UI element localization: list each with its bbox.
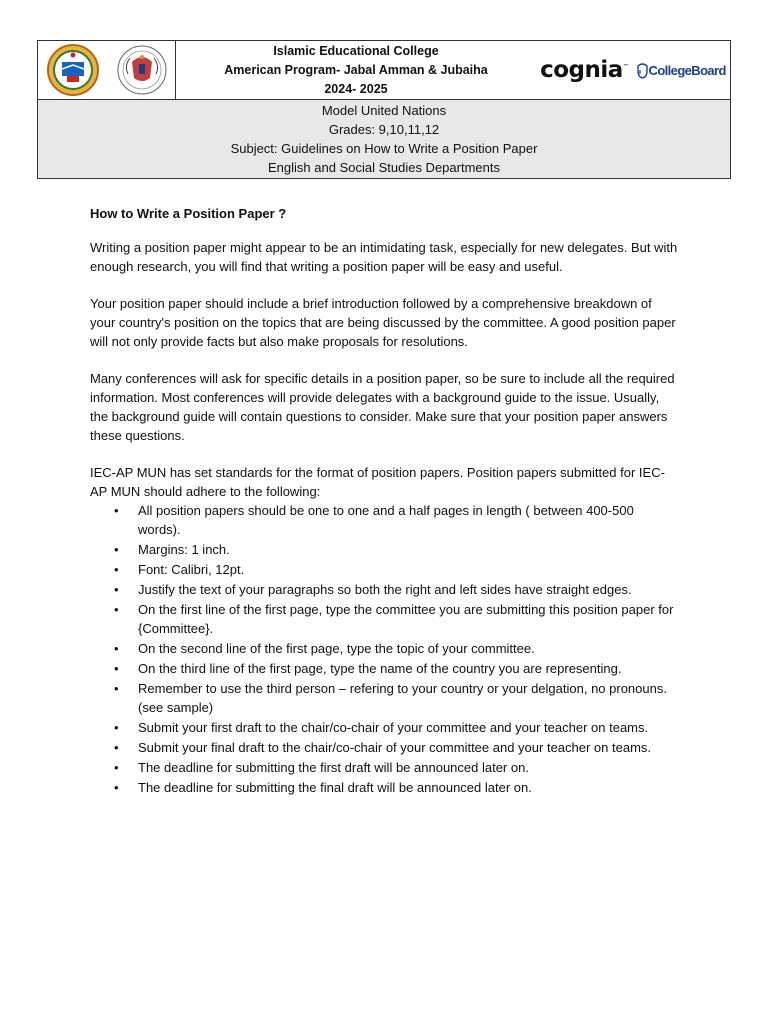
school-year: 2024- 2025 bbox=[324, 81, 388, 96]
list-item bbox=[114, 580, 680, 599]
header-info-row bbox=[38, 100, 730, 178]
section-heading: How to Write a Position Paper ? bbox=[90, 206, 287, 221]
bullet-icon: • bbox=[114, 760, 119, 775]
cognia-logo-text: cognia bbox=[540, 57, 623, 83]
grades: Grades: 9,10,11,12 bbox=[328, 122, 440, 137]
school-crest-logo bbox=[43, 43, 103, 97]
list-item-text: Submit your final draft to the chair/co-chair of your committee and your teacher on teams. bbox=[138, 740, 652, 755]
list-item bbox=[114, 639, 680, 658]
bullet-icon: • bbox=[114, 740, 119, 755]
paragraph-requirements: Many conferences will ask for specific details in a position paper, so be sure to include all the required information. Most conferences will provide delegates with a background guide to the issue. Usually, the background guide will contain questions to consider. Make sure that your position paper answers these questions. bbox=[90, 371, 675, 443]
list-item-text: The deadline for submitting the final draft will be announced later on. bbox=[138, 780, 532, 795]
list-item bbox=[114, 560, 680, 579]
list-item bbox=[114, 778, 680, 797]
trademark-mark: ™ bbox=[622, 63, 629, 71]
list-item-text: Justify the text of your paragraphs so both the right and left sides have straight edges. bbox=[138, 582, 632, 597]
list-item bbox=[114, 758, 680, 777]
bullet-icon: • bbox=[114, 542, 119, 557]
list-item-text: On the second line of the first page, type the topic of your committee. bbox=[138, 641, 535, 656]
bullet-icon: • bbox=[114, 780, 119, 795]
collegeboard-logo bbox=[637, 62, 726, 79]
left-logos bbox=[38, 41, 176, 99]
document-body bbox=[90, 204, 680, 798]
list-item bbox=[114, 718, 680, 737]
bullet-icon: • bbox=[114, 720, 119, 735]
header-titles bbox=[176, 41, 536, 99]
bullet-icon: • bbox=[114, 582, 119, 597]
list-item-text: Font: Calibri, 12pt. bbox=[138, 562, 245, 577]
list-item-text: The deadline for submitting the first draft will be announced later on. bbox=[138, 760, 529, 775]
list-item-text: Margins: 1 inch. bbox=[138, 542, 230, 557]
header-top-row bbox=[38, 41, 730, 100]
list-item bbox=[114, 659, 680, 678]
list-item bbox=[114, 540, 680, 559]
list-item bbox=[114, 679, 680, 717]
list-item-text: Remember to use the third person – refering to your country or your delgation, no pronouns. (see sample) bbox=[138, 681, 667, 715]
collegeboard-logo-text: CollegeBoard bbox=[648, 62, 726, 78]
acorn-icon bbox=[637, 62, 648, 79]
event-name: Model United Nations bbox=[321, 103, 447, 118]
paragraph-format-standards: IEC-AP MUN has set standards for the format of position papers. Position papers submitted for IEC-AP MUN should adhere to the following: bbox=[90, 465, 665, 499]
paragraph-content: Your position paper should include a brief introduction followed by a comprehensive breakdown of your country's position on the topics that are being discussed by the committee. A good position paper will not only provide facts but also make proposals for resolutions. bbox=[90, 296, 676, 349]
bullet-icon: • bbox=[114, 641, 119, 656]
paragraph-intro: Writing a position paper might appear to be an intimidating task, especially for new delegates. But with enough research, you will find that writing a position paper will be easy and useful. bbox=[90, 240, 678, 274]
cognia-logo bbox=[540, 57, 628, 83]
list-item bbox=[114, 501, 680, 539]
list-item-text: Submit your first draft to the chair/co-chair of your committee and your teacher on teams. bbox=[138, 720, 649, 735]
list-item bbox=[114, 738, 680, 757]
bullet-icon: • bbox=[114, 562, 119, 577]
bullet-icon: • bbox=[114, 602, 119, 617]
right-logos bbox=[536, 41, 730, 99]
list-item-text: On the third line of the first page, type the name of the country you are representing. bbox=[138, 661, 622, 676]
subject: Subject: Guidelines on How to Write a Position Paper bbox=[230, 141, 538, 156]
document-header bbox=[37, 40, 731, 179]
jordan-emblem-logo bbox=[114, 44, 170, 96]
format-guidelines-list bbox=[90, 501, 680, 797]
departments: English and Social Studies Departments bbox=[268, 160, 500, 175]
list-item bbox=[114, 600, 680, 638]
bullet-icon: • bbox=[114, 503, 119, 518]
list-item-text: On the first line of the first page, type the committee you are submitting this position paper for {Committee}. bbox=[138, 602, 674, 636]
program-name: American Program- Jabal Amman & Jubaiha bbox=[224, 62, 488, 77]
school-name: Islamic Educational College bbox=[273, 43, 439, 58]
bullet-icon: • bbox=[114, 661, 119, 676]
bullet-icon: • bbox=[114, 681, 119, 696]
list-item-text: All position papers should be one to one and a half pages in length ( between 400-500 words). bbox=[138, 503, 634, 537]
